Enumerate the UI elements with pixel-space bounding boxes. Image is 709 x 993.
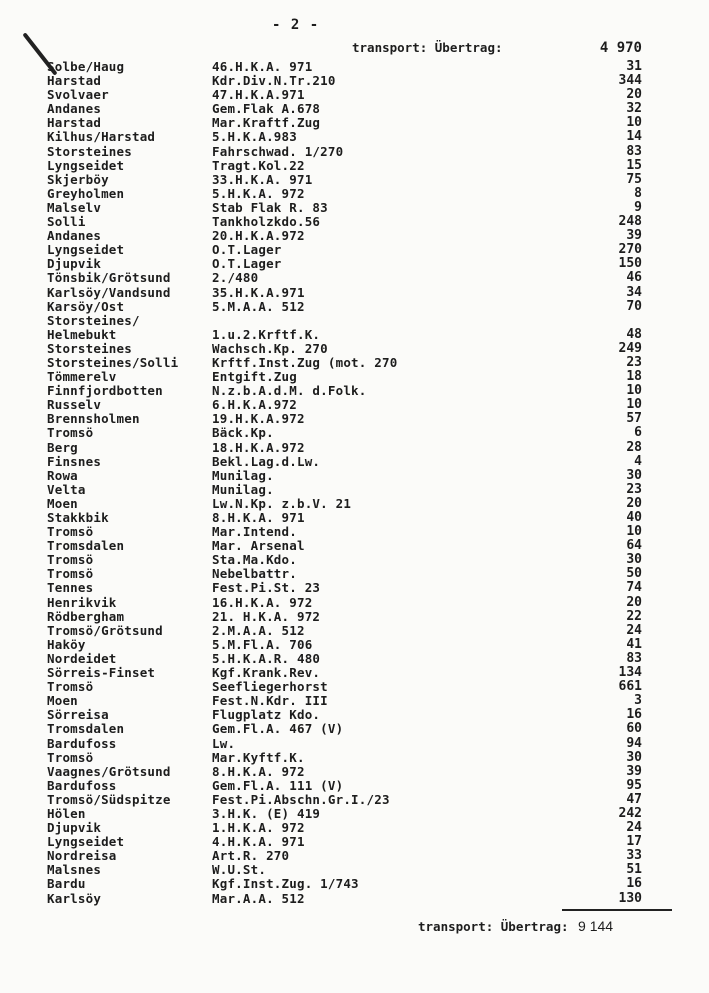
list-item <box>0 426 709 440</box>
place-name: Karlsöy/Vandsund <box>47 284 171 300</box>
list-item <box>0 145 709 159</box>
place-name: Tromsö/Südspitze <box>47 791 171 807</box>
list-item <box>0 74 709 88</box>
list-item <box>0 483 709 497</box>
unit-designation: 5.H.K.A.R. 480 <box>212 650 321 666</box>
personnel-count: 248 <box>618 214 642 230</box>
place-name: Djupvik <box>47 256 102 272</box>
unit-designation: Stab Flak R. 83 <box>212 199 328 215</box>
unit-designation: Mar.A.A. 512 <box>212 890 305 906</box>
unit-designation: Mar.Intend. <box>212 524 297 540</box>
list-item <box>0 624 709 638</box>
place-name: Tromsö <box>47 552 94 568</box>
personnel-count: 17 <box>626 834 642 850</box>
list-item <box>0 652 709 666</box>
unit-designation: 2.M.A.A. 512 <box>212 622 305 638</box>
place-name: Finsnes <box>47 453 102 469</box>
place-name: Storsteines/ <box>47 312 140 328</box>
total-underline <box>562 909 672 911</box>
list-item <box>0 257 709 271</box>
personnel-count: 150 <box>618 256 642 272</box>
place-name: Solli <box>47 214 86 230</box>
list-item <box>0 102 709 116</box>
list-item <box>0 314 709 328</box>
place-name: Andanes <box>47 101 102 117</box>
place-name: Russelv <box>47 397 102 413</box>
personnel-count: 20 <box>626 87 642 103</box>
place-name: Henrikvik <box>47 594 117 610</box>
personnel-count: 24 <box>626 622 642 638</box>
unit-list <box>0 60 709 906</box>
unit-designation: Bekl.Lag.d.Lw. <box>212 453 321 469</box>
personnel-count: 8 <box>634 185 642 201</box>
personnel-count: 57 <box>626 411 642 427</box>
personnel-count: 51 <box>626 862 642 878</box>
list-item <box>0 215 709 229</box>
personnel-count: 75 <box>626 171 642 187</box>
list-item <box>0 271 709 285</box>
unit-designation: Fest.Pi.St. 23 <box>212 580 321 596</box>
place-name: Tennes <box>47 580 94 596</box>
unit-designation: Bäck.Kp. <box>212 425 274 441</box>
list-item <box>0 342 709 356</box>
personnel-count: 10 <box>626 524 642 540</box>
list-item <box>0 863 709 877</box>
place-name: Nordeidet <box>47 650 117 666</box>
place-name: Skjerböy <box>47 171 109 187</box>
place-name: Tromsö <box>47 566 94 582</box>
unit-designation: 1.u.2.Krftf.K. <box>212 326 321 342</box>
place-name: Rowa <box>47 467 78 483</box>
unit-designation: 1.H.K.A. 972 <box>212 820 305 836</box>
unit-designation: Munilag. <box>212 481 274 497</box>
place-name: Stakkbik <box>47 510 109 525</box>
unit-designation: 21. H.K.A. 972 <box>212 608 321 624</box>
personnel-count: 10 <box>626 383 642 399</box>
list-item <box>0 412 709 426</box>
place-name: Haköy <box>47 636 86 652</box>
list-item <box>0 708 709 722</box>
list-item <box>0 243 709 257</box>
unit-designation: Fahrschwad. 1/270 <box>212 143 344 159</box>
place-name: Tömmerelv <box>47 369 117 385</box>
list-item <box>0 497 709 511</box>
personnel-count: 39 <box>626 228 642 244</box>
personnel-count: 60 <box>626 721 642 737</box>
personnel-count: 34 <box>626 284 642 300</box>
unit-designation: 5.M.A.A. 512 <box>212 298 305 314</box>
place-name: Tromsö <box>47 524 94 540</box>
personnel-count: 134 <box>618 665 642 681</box>
place-name: Helmebukt <box>47 326 117 342</box>
place-name: Tromsö <box>47 749 94 765</box>
personnel-count: 23 <box>626 481 642 497</box>
unit-designation: Munilag. <box>212 467 274 483</box>
place-name: Bardufoss <box>47 735 117 751</box>
unit-designation: 19.H.K.A.972 <box>212 411 305 427</box>
personnel-count: 6 <box>634 425 642 441</box>
personnel-count: 10 <box>626 397 642 413</box>
unit-designation: Entgift.Zug <box>212 369 297 385</box>
unit-designation: 8.H.K.A. 971 <box>212 510 305 525</box>
personnel-count: 661 <box>618 679 642 695</box>
list-item <box>0 849 709 863</box>
list-item <box>0 60 709 74</box>
unit-designation: Seefliegerhorst <box>212 679 328 695</box>
place-name: Rödbergham <box>47 608 125 624</box>
personnel-count: 94 <box>626 735 642 751</box>
unit-designation: Gem.Fl.A. 111 (V) <box>212 777 344 793</box>
personnel-count: 83 <box>626 143 642 159</box>
list-item <box>0 525 709 539</box>
place-name: Malselv <box>47 199 102 215</box>
list-item <box>0 567 709 581</box>
unit-designation: 2./480 <box>212 270 259 286</box>
place-name: Harstad <box>47 115 102 131</box>
personnel-count: 4 <box>634 453 642 469</box>
list-item <box>0 201 709 215</box>
personnel-count: 10 <box>626 115 642 131</box>
personnel-count: 344 <box>618 73 642 89</box>
unit-designation: N.z.b.A.d.M. d.Folk. <box>212 383 367 399</box>
list-item <box>0 835 709 849</box>
carry-over-value: 4 970 <box>599 40 642 56</box>
carry-out-value: 9 144 <box>578 918 614 934</box>
place-name: Lyngseidet <box>47 242 125 258</box>
personnel-count: 74 <box>626 580 642 596</box>
list-item <box>0 300 709 314</box>
list-item <box>0 455 709 469</box>
personnel-count: 32 <box>626 101 642 117</box>
unit-designation: O.T.Lager <box>212 242 282 258</box>
personnel-count: 30 <box>626 467 642 483</box>
place-name: Nordreisa <box>47 848 117 864</box>
list-item <box>0 722 709 736</box>
unit-designation: Kgf.Inst.Zug. 1/743 <box>212 876 359 892</box>
place-name: Tönsbik/Grötsund <box>47 270 171 286</box>
place-name: Finnfjordbotten <box>47 383 163 399</box>
unit-designation: O.T.Lager <box>212 256 282 272</box>
place-name: Kilhus/Harstad <box>47 129 156 145</box>
unit-designation: Sta.Ma.Kdo. <box>212 552 297 568</box>
list-item <box>0 807 709 821</box>
place-name: Tromsdalen <box>47 538 125 554</box>
unit-designation: Fest.N.Kdr. III <box>212 693 328 709</box>
list-item <box>0 88 709 102</box>
personnel-count: 47 <box>626 791 642 807</box>
personnel-count: 46 <box>626 270 642 286</box>
list-item <box>0 581 709 595</box>
unit-designation: Lw. <box>212 735 236 751</box>
place-name: Greyholmen <box>47 185 125 201</box>
unit-designation: Mar.Kraftf.Zug <box>212 115 321 131</box>
personnel-count: 31 <box>626 59 642 74</box>
list-item <box>0 229 709 243</box>
unit-designation: 5.H.K.A. 972 <box>212 185 305 201</box>
personnel-count: 64 <box>626 538 642 554</box>
carry-over-label: transport: Übertrag: <box>352 40 503 55</box>
personnel-count: 14 <box>626 129 642 145</box>
list-item <box>0 441 709 455</box>
list-item <box>0 680 709 694</box>
unit-designation: Kgf.Krank.Rev. <box>212 665 321 681</box>
personnel-count: 20 <box>626 495 642 511</box>
list-item <box>0 751 709 765</box>
personnel-count: 83 <box>626 650 642 666</box>
unit-designation: 5.M.Fl.A. 706 <box>212 636 313 652</box>
list-item <box>0 737 709 751</box>
unit-designation: 33.H.K.A. 971 <box>212 171 313 187</box>
place-name: Storsteines/Solli <box>47 354 179 370</box>
unit-designation: Lw.N.Kp. z.b.V. 21 <box>212 495 352 511</box>
place-name: Lyngseidet <box>47 834 125 850</box>
place-name: Karsöy/Ost <box>47 298 125 314</box>
list-item <box>0 666 709 680</box>
unit-designation: 5.H.K.A.983 <box>212 129 297 145</box>
unit-designation: Kdr.Div.N.Tr.210 <box>212 73 336 89</box>
unit-designation: Nebelbattr. <box>212 566 297 582</box>
personnel-count: 3 <box>634 693 642 709</box>
list-item <box>0 892 709 906</box>
unit-designation: Wachsch.Kp. 270 <box>212 340 328 356</box>
place-name: Berg <box>47 439 78 455</box>
unit-designation: W.U.St. <box>212 862 267 878</box>
place-name: Storsteines <box>47 143 132 159</box>
personnel-count: 23 <box>626 354 642 370</box>
unit-designation: 46.H.K.A. 971 <box>212 59 313 74</box>
personnel-count: 20 <box>626 594 642 610</box>
list-item <box>0 793 709 807</box>
list-item <box>0 173 709 187</box>
unit-designation: Gem.Flak A.678 <box>212 101 321 117</box>
list-item <box>0 779 709 793</box>
place-name: Bardufoss <box>47 777 117 793</box>
list-item <box>0 286 709 300</box>
list-item <box>0 469 709 483</box>
unit-designation: Flugplatz Kdo. <box>212 707 321 723</box>
list-item <box>0 370 709 384</box>
list-item <box>0 694 709 708</box>
personnel-count: 24 <box>626 820 642 836</box>
list-item <box>0 130 709 144</box>
unit-designation: 8.H.K.A. 972 <box>212 763 305 779</box>
place-name: Andanes <box>47 228 102 244</box>
place-name: Harstad <box>47 73 102 89</box>
list-item <box>0 187 709 201</box>
personnel-count: 9 <box>634 199 642 215</box>
personnel-count: 39 <box>626 763 642 779</box>
list-item <box>0 610 709 624</box>
personnel-count: 41 <box>626 636 642 652</box>
personnel-count: 70 <box>626 298 642 314</box>
place-name: Moen <box>47 495 78 511</box>
list-item <box>0 877 709 891</box>
list-item <box>0 356 709 370</box>
carry-out-label: transport: Übertrag: <box>418 919 569 934</box>
place-name: Djupvik <box>47 820 102 836</box>
list-item <box>0 553 709 567</box>
unit-designation: Mar.Kyftf.K. <box>212 749 305 765</box>
unit-designation: 16.H.K.A. 972 <box>212 594 313 610</box>
unit-designation: 3.H.K. (E) 419 <box>212 805 321 821</box>
personnel-count: 48 <box>626 326 642 342</box>
list-item <box>0 596 709 610</box>
unit-designation: Mar. Arsenal <box>212 538 305 554</box>
list-item <box>0 539 709 553</box>
place-name: Moen <box>47 693 78 709</box>
unit-designation: 47.H.K.A.971 <box>212 87 305 103</box>
personnel-count: 22 <box>626 608 642 624</box>
unit-designation: 18.H.K.A.972 <box>212 439 305 455</box>
personnel-count: 270 <box>618 242 642 258</box>
place-name: Bardu <box>47 876 86 892</box>
place-name: Vaagnes/Grötsund <box>47 763 171 779</box>
list-item <box>0 511 709 525</box>
unit-designation: 4.H.K.A. 971 <box>212 834 305 850</box>
place-name: Velta <box>47 481 86 497</box>
list-item <box>0 638 709 652</box>
personnel-count: 33 <box>626 848 642 864</box>
unit-designation: Art.R. 270 <box>212 848 290 864</box>
list-item <box>0 765 709 779</box>
unit-designation: Tragt.Kol.22 <box>212 157 305 173</box>
place-name: Tromsö <box>47 425 94 441</box>
personnel-count: 30 <box>626 552 642 568</box>
carry-out-footer <box>418 918 613 934</box>
place-name: Tromsö/Grötsund <box>47 622 163 638</box>
unit-designation: 35.H.K.A.971 <box>212 284 305 300</box>
place-name: Tromsö <box>47 679 94 695</box>
place-name: Svolvaer <box>47 87 109 103</box>
personnel-count: 40 <box>626 510 642 525</box>
list-item <box>0 398 709 412</box>
personnel-count: 16 <box>626 876 642 892</box>
personnel-count: 15 <box>626 157 642 173</box>
unit-designation: Fest.Pi.Abschn.Gr.I./23 <box>212 791 390 807</box>
list-item <box>0 328 709 342</box>
place-name: Tromsdalen <box>47 721 125 737</box>
personnel-count: 242 <box>618 805 642 821</box>
personnel-count: 249 <box>618 340 642 356</box>
unit-designation: Gem.Fl.A. 467 (V) <box>212 721 344 737</box>
page-number: - 2 - <box>272 17 320 33</box>
personnel-count: 16 <box>626 707 642 723</box>
place-name: Brennsholmen <box>47 411 140 427</box>
list-item <box>0 821 709 835</box>
place-name: Hölen <box>47 805 86 821</box>
place-name: Karlsöy <box>47 890 102 906</box>
list-item <box>0 116 709 130</box>
list-item <box>0 384 709 398</box>
personnel-count: 18 <box>626 369 642 385</box>
unit-designation: Krftf.Inst.Zug (mot. 270 <box>212 354 398 370</box>
personnel-count: 130 <box>618 890 642 906</box>
place-name: Lyngseidet <box>47 157 125 173</box>
unit-designation: 20.H.K.A.972 <box>212 228 305 244</box>
personnel-count: 50 <box>626 566 642 582</box>
personnel-count: 28 <box>626 439 642 455</box>
place-name: Storsteines <box>47 340 132 356</box>
unit-designation: 6.H.K.A.972 <box>212 397 297 413</box>
place-name: Sörreisa <box>47 707 109 723</box>
personnel-count: 95 <box>626 777 642 793</box>
place-name: Sörreis-Finset <box>47 665 156 681</box>
personnel-count: 30 <box>626 749 642 765</box>
place-name: Malsnes <box>47 862 102 878</box>
place-name: Solbe/Haug <box>47 59 125 74</box>
unit-designation: Tankholzkdo.56 <box>212 214 321 230</box>
list-item <box>0 159 709 173</box>
